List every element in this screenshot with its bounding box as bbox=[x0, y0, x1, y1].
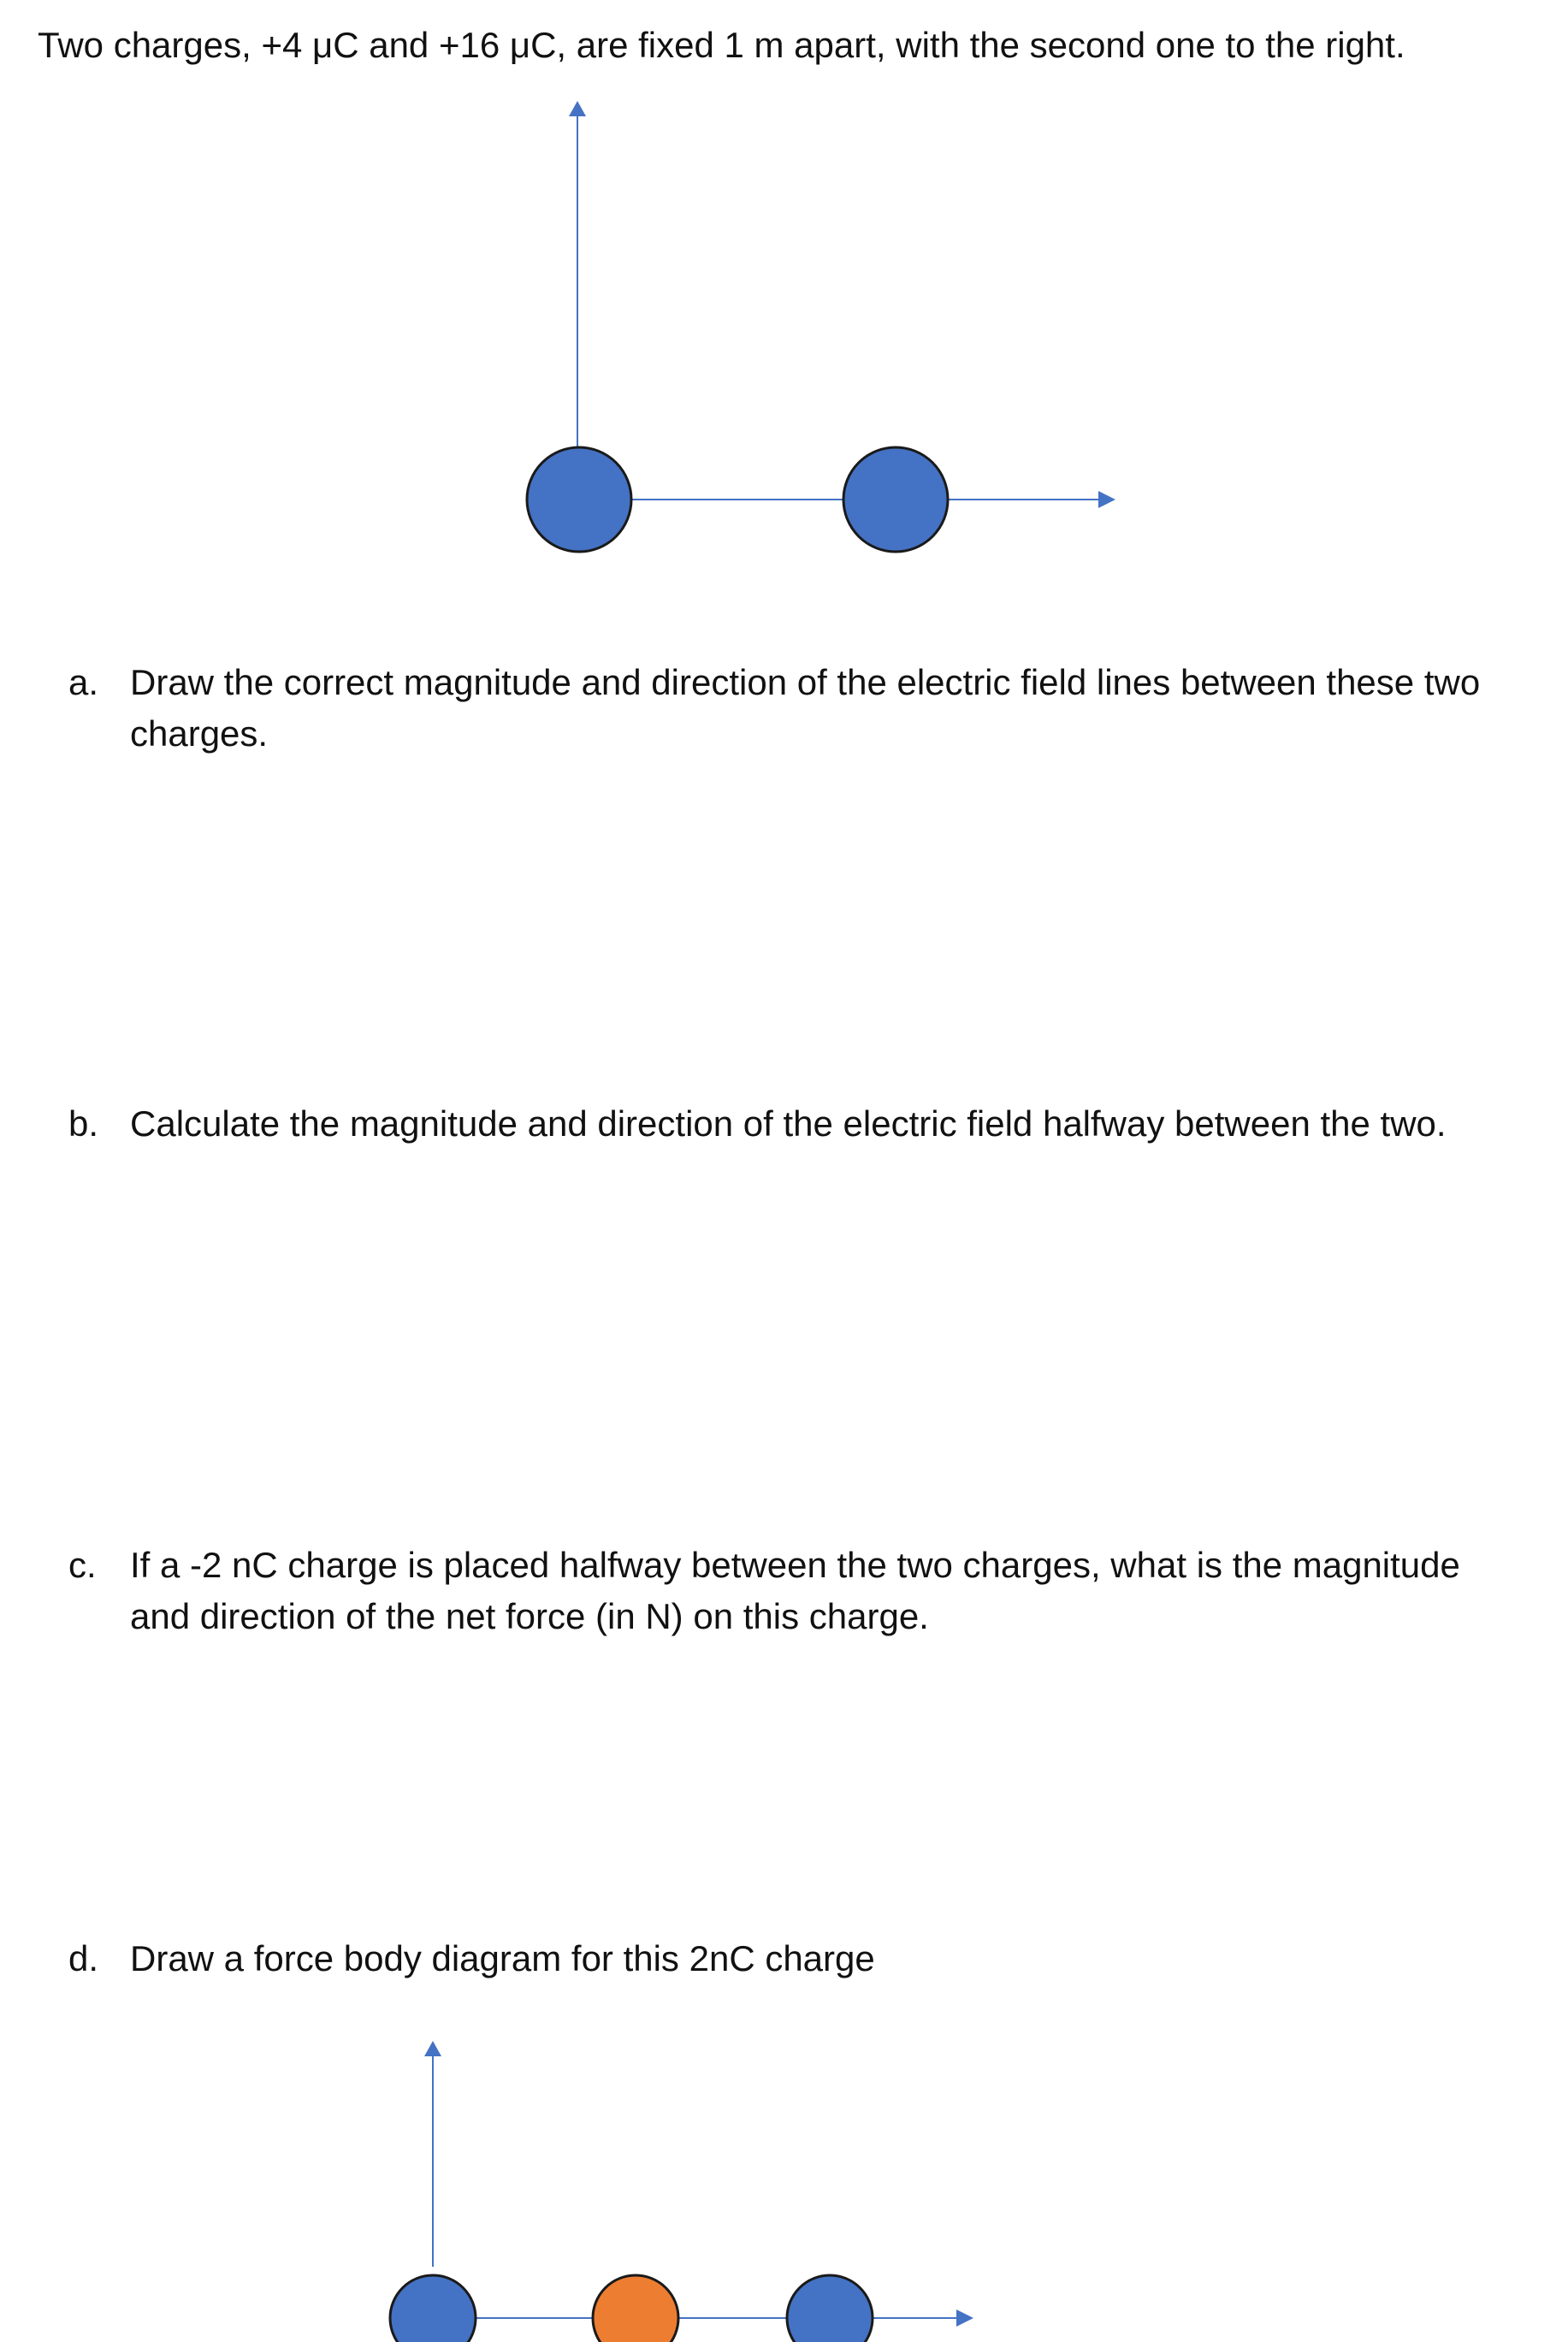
question-a bbox=[68, 657, 1506, 760]
question-a-text: Draw the correct magnitude and direction of the electric field lines between these two charges. bbox=[130, 662, 1481, 754]
fbd-charge-1 bbox=[390, 2275, 476, 2342]
question-c-text: If a -2 nC charge is placed halfway between the two charges, what is the magnitude and direction of the net force (in N) on this charge. bbox=[130, 1545, 1460, 1636]
question-d-letter: d. bbox=[68, 1938, 99, 1978]
fbd-charge-2 bbox=[787, 2275, 873, 2342]
force-diagram bbox=[0, 2019, 1568, 2342]
x-axis-arrowhead bbox=[1098, 491, 1115, 508]
question-d bbox=[68, 1933, 1506, 1984]
charge-2-positive-16uC bbox=[843, 447, 948, 552]
problem-statement: Two charges, +4 μC and +16 μC, are fixed 1 m apart, with the second one to the right. bbox=[38, 25, 1405, 65]
y-axis-arrowhead bbox=[569, 101, 586, 116]
question-c-letter: c. bbox=[68, 1545, 97, 1585]
question-b bbox=[68, 1098, 1506, 1150]
fbd-x-axis-arrowhead bbox=[956, 2309, 973, 2327]
question-b-letter: b. bbox=[68, 1103, 99, 1144]
charges-diagram bbox=[0, 0, 1568, 599]
question-b-text: Calculate the magnitude and direction of the electric field halfway between the two. bbox=[130, 1103, 1447, 1144]
fbd-y-axis bbox=[424, 2041, 441, 2267]
fbd-test-charge-negative-2nC bbox=[593, 2275, 678, 2342]
fbd-y-axis-arrowhead bbox=[424, 2041, 441, 2056]
question-d-text: Draw a force body diagram for this 2nC charge bbox=[130, 1938, 875, 1978]
question-a-letter: a. bbox=[68, 662, 99, 702]
charge-1-positive-4uC bbox=[527, 447, 631, 552]
y-axis bbox=[569, 101, 586, 453]
question-c bbox=[68, 1540, 1506, 1642]
fbd-x-axis bbox=[475, 2309, 973, 2327]
